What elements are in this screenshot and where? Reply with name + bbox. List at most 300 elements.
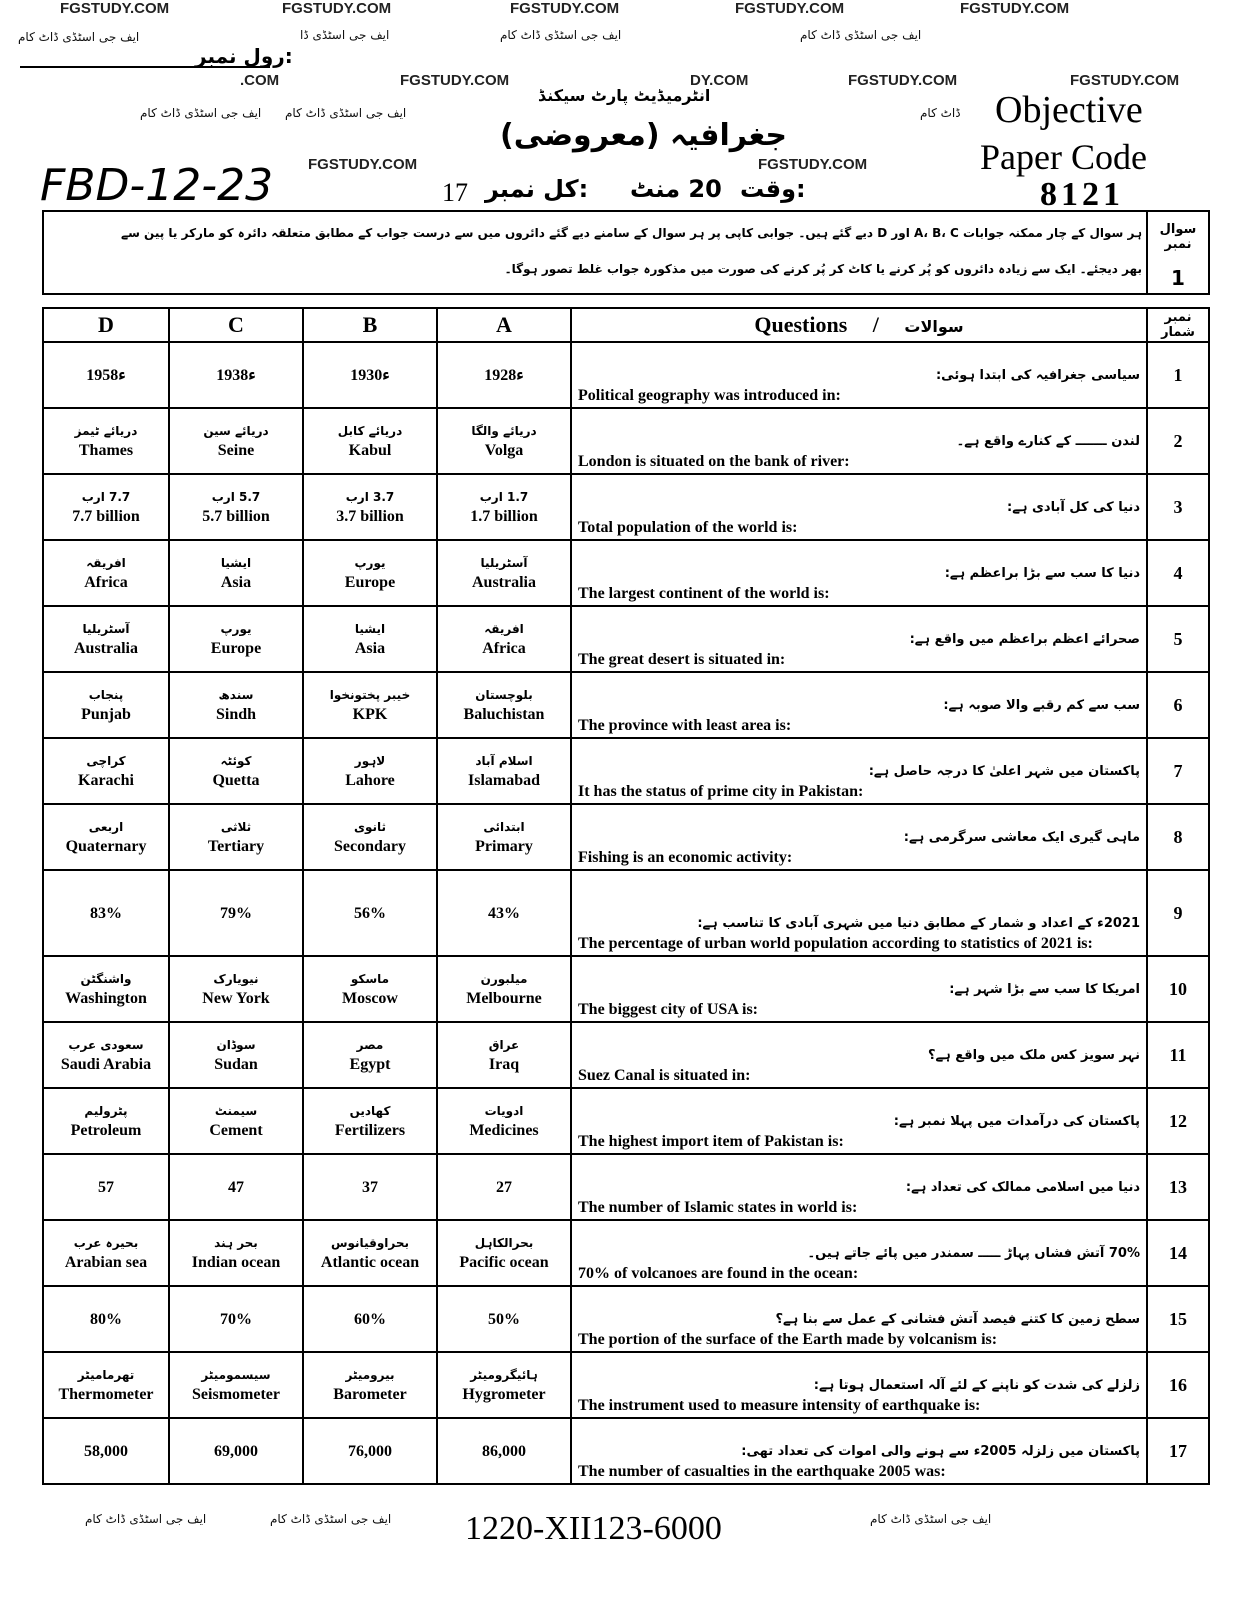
watermark: FGSTUDY.COM bbox=[735, 0, 845, 17]
table-row bbox=[43, 1352, 1209, 1418]
instructions-box bbox=[42, 210, 1210, 295]
option-urdu: 5.7 ارب bbox=[211, 490, 261, 504]
level-title: انٹرمیڈیٹ پارٹ سیکنڈ bbox=[538, 86, 711, 105]
watermark-urdu: ایف جی اسٹڈی ڈا bbox=[300, 28, 390, 42]
option-urdu: یورپ bbox=[220, 622, 252, 636]
option-c bbox=[169, 1088, 303, 1154]
option-english: Petroleum bbox=[70, 1122, 142, 1139]
option-a bbox=[437, 1022, 571, 1088]
question-number: 4 bbox=[1147, 540, 1209, 606]
option-english: KPK bbox=[352, 706, 388, 723]
question-english: Suez Canal is situated in: bbox=[578, 1067, 751, 1084]
question-urdu: پاکستان میں شہر اعلیٰ کا درجہ حاصل ہے: bbox=[868, 764, 1140, 779]
option-urdu: سیسمومیٹر bbox=[201, 1368, 271, 1382]
option-english: Saudi Arabia bbox=[60, 1056, 152, 1073]
question-english: It has the status of prime city in Pakistan: bbox=[578, 783, 864, 800]
question-cell bbox=[571, 1352, 1147, 1418]
roll-no-label: رول نمبر: bbox=[195, 44, 293, 68]
table-header bbox=[43, 308, 1209, 342]
total-marks-label: کل نمبر: bbox=[485, 175, 589, 203]
watermark-urdu: ایف جی اسٹڈی ڈاٹ کام bbox=[870, 1512, 992, 1526]
option-d bbox=[43, 1418, 169, 1484]
option-c bbox=[169, 870, 303, 956]
question-urdu: پاکستان کی درآمدات میں پہلا نمبر ہے: bbox=[893, 1114, 1140, 1129]
col-b: B bbox=[303, 308, 437, 342]
question-urdu: لندن ـــــــ کے کنارے واقع ہے۔ bbox=[956, 434, 1140, 449]
questions-en-label: Questions bbox=[754, 312, 848, 337]
option-english: Melbourne bbox=[466, 990, 542, 1007]
question-number: 11 bbox=[1147, 1022, 1209, 1088]
option-d bbox=[43, 1022, 169, 1088]
watermark: DY.COM bbox=[690, 72, 749, 89]
option-english: New York bbox=[202, 990, 270, 1007]
option-d bbox=[43, 870, 169, 956]
question-number: 14 bbox=[1147, 1220, 1209, 1286]
question-urdu: دنیا کی کل آبادی ہے: bbox=[1007, 500, 1140, 515]
watermark-urdu: ایف جی اسٹڈی ڈاٹ کام bbox=[85, 1512, 207, 1526]
question-number-cell bbox=[1146, 212, 1208, 293]
question-urdu: 70% آتش فشاں پہاڑ ـــــ سمندر میں پائے جاتے ہیں۔ bbox=[807, 1246, 1140, 1261]
table-row bbox=[43, 606, 1209, 672]
question-urdu: صحرائے اعظم براعظم میں واقع ہے: bbox=[909, 632, 1140, 647]
question-urdu: دنیا کا سب سے بڑا براعظم ہے: bbox=[944, 566, 1140, 581]
question-english: The instrument used to measure intensity of earthquake is: bbox=[578, 1397, 981, 1414]
option-urdu: سیمنٹ bbox=[214, 1104, 258, 1118]
question-number: 3 bbox=[1147, 474, 1209, 540]
option-d bbox=[43, 1352, 169, 1418]
option-urdu: خیبر پختونخوا bbox=[329, 688, 411, 702]
option-c bbox=[169, 540, 303, 606]
paper-code: 8121 bbox=[1040, 176, 1124, 213]
question-cell bbox=[571, 1220, 1147, 1286]
option-c bbox=[169, 408, 303, 474]
option-urdu: آسٹریلیا bbox=[82, 622, 130, 636]
option-english: Thames bbox=[78, 442, 134, 459]
watermark: .COM bbox=[240, 72, 280, 89]
table-row bbox=[43, 1418, 1209, 1484]
watermark: FGSTUDY.COM bbox=[308, 156, 418, 173]
question-number: 17 bbox=[1147, 1418, 1209, 1484]
option-english: 1938ء bbox=[216, 366, 256, 384]
table-row bbox=[43, 474, 1209, 540]
option-d bbox=[43, 408, 169, 474]
option-english: Arabian sea bbox=[64, 1254, 148, 1271]
option-d bbox=[43, 1286, 169, 1352]
watermark: FGSTUDY.COM bbox=[848, 72, 958, 89]
option-urdu: ایشیا bbox=[220, 556, 252, 570]
option-urdu: کھادیں bbox=[349, 1104, 391, 1118]
option-d bbox=[43, 342, 169, 408]
option-b bbox=[303, 1220, 437, 1286]
question-number: 8 bbox=[1147, 804, 1209, 870]
questions-ur-label: سوالات bbox=[904, 317, 964, 336]
option-english: 1.7 billion bbox=[470, 508, 538, 525]
option-a bbox=[437, 956, 571, 1022]
question-cell bbox=[571, 956, 1147, 1022]
option-d bbox=[43, 738, 169, 804]
option-urdu: آسٹریلیا bbox=[480, 556, 528, 570]
question-cell bbox=[571, 1022, 1147, 1088]
question-number: 2 bbox=[1147, 408, 1209, 474]
option-english: Punjab bbox=[81, 706, 131, 723]
total-marks: 17 bbox=[442, 178, 468, 207]
option-english: Barometer bbox=[333, 1386, 407, 1403]
option-english: 7.7 billion bbox=[72, 508, 140, 525]
table-row bbox=[43, 408, 1209, 474]
option-urdu: لاہور bbox=[354, 754, 386, 768]
option-urdu: کوئٹہ bbox=[220, 754, 252, 768]
col-serial: نمبر شمار bbox=[1147, 308, 1209, 342]
option-d bbox=[43, 1088, 169, 1154]
table-row bbox=[43, 672, 1209, 738]
option-english: 70% bbox=[220, 1310, 252, 1328]
option-english: Sudan bbox=[214, 1056, 258, 1073]
question-english: London is situated on the bank of river: bbox=[578, 453, 850, 470]
question-english: Total population of the world is: bbox=[578, 519, 798, 536]
paper-code-label: Paper Code bbox=[980, 137, 1147, 177]
watermark-urdu: ایف جی اسٹڈی ڈاٹ کام bbox=[140, 106, 262, 120]
time-label: وقت: bbox=[740, 175, 806, 203]
question-number: 9 bbox=[1147, 870, 1209, 956]
col-d: D bbox=[43, 308, 169, 342]
table-row bbox=[43, 738, 1209, 804]
table-row bbox=[43, 1022, 1209, 1088]
option-urdu: بلوچستان bbox=[475, 688, 533, 702]
option-c bbox=[169, 1286, 303, 1352]
question-english: Political geography was introduced in: bbox=[578, 387, 841, 404]
option-english: 1930ء bbox=[350, 366, 390, 384]
option-english: 47 bbox=[228, 1178, 244, 1196]
option-english: Tertiary bbox=[207, 838, 265, 855]
option-english: Sindh bbox=[215, 706, 257, 723]
option-b bbox=[303, 606, 437, 672]
option-b bbox=[303, 342, 437, 408]
question-english: 70% of volcanoes are found in the ocean: bbox=[578, 1265, 859, 1282]
option-english: 58,000 bbox=[84, 1442, 128, 1460]
question-number: 7 bbox=[1147, 738, 1209, 804]
option-a bbox=[437, 1418, 571, 1484]
option-urdu: مصر bbox=[356, 1038, 384, 1052]
option-english: Seine bbox=[217, 442, 255, 459]
option-english: 76,000 bbox=[348, 1442, 392, 1460]
option-c bbox=[169, 1154, 303, 1220]
option-c bbox=[169, 474, 303, 540]
question-english: The number of casualties in the earthquake 2005 was: bbox=[578, 1463, 946, 1480]
option-urdu: دریائے سین bbox=[203, 424, 269, 438]
option-english: Egypt bbox=[349, 1056, 391, 1073]
option-urdu: یورپ bbox=[354, 556, 386, 570]
option-english: Thermometer bbox=[58, 1386, 154, 1403]
table-row bbox=[43, 804, 1209, 870]
question-number: 1 bbox=[1171, 266, 1185, 290]
option-b bbox=[303, 408, 437, 474]
option-c bbox=[169, 342, 303, 408]
question-urdu: سطح زمین کا کتنے فیصد آتش فشانی کے عمل سے بنا ہے؟ bbox=[775, 1312, 1140, 1327]
option-urdu: 3.7 ارب bbox=[345, 490, 395, 504]
option-b bbox=[303, 1286, 437, 1352]
question-cell bbox=[571, 1088, 1147, 1154]
question-cell bbox=[571, 870, 1147, 956]
footer-code: 1220-XII123-6000 bbox=[465, 1510, 722, 1547]
option-urdu: ابتدائی bbox=[483, 820, 525, 834]
option-english: Indian ocean bbox=[191, 1254, 281, 1271]
table-row bbox=[43, 1154, 1209, 1220]
option-english: Fertilizers bbox=[334, 1122, 406, 1139]
question-urdu: سیاسی جغرافیہ کی ابتدا ہوئی: bbox=[935, 368, 1140, 383]
question-number: 1 bbox=[1147, 342, 1209, 408]
watermark: FGSTUDY.COM bbox=[60, 0, 170, 17]
question-number: 13 bbox=[1147, 1154, 1209, 1220]
option-english: Cement bbox=[209, 1122, 263, 1139]
option-c bbox=[169, 1352, 303, 1418]
question-number: 10 bbox=[1147, 956, 1209, 1022]
option-english: Secondary bbox=[334, 838, 406, 855]
board-code: FBD-12-23 bbox=[40, 160, 274, 211]
option-english: 5.7 billion bbox=[202, 508, 270, 525]
watermark-urdu: ایف جی اسٹڈی ڈاٹ کام bbox=[500, 28, 622, 42]
option-english: 37 bbox=[362, 1178, 378, 1196]
watermark-urdu: ایف جی اسٹڈی ڈاٹ کام bbox=[285, 106, 407, 120]
option-a bbox=[437, 342, 571, 408]
question-cell bbox=[571, 804, 1147, 870]
watermark: FGSTUDY.COM bbox=[960, 0, 1070, 17]
question-urdu: نہر سویز کس ملک میں واقع ہے؟ bbox=[927, 1048, 1140, 1063]
option-english: Europe bbox=[344, 574, 396, 591]
question-english: Fishing is an economic activity: bbox=[578, 849, 793, 866]
option-english: 86,000 bbox=[482, 1442, 526, 1460]
option-english: Atlantic ocean bbox=[320, 1254, 420, 1271]
option-english: 3.7 billion bbox=[336, 508, 404, 525]
option-a bbox=[437, 1220, 571, 1286]
option-english: 27 bbox=[496, 1178, 512, 1196]
option-urdu: نیویارک bbox=[213, 972, 259, 986]
option-a bbox=[437, 540, 571, 606]
option-urdu: بیرومیٹر bbox=[345, 1368, 395, 1382]
option-urdu: پٹرولیم bbox=[84, 1104, 128, 1118]
watermark-urdu: ایف جی اسٹڈی ڈاٹ کام bbox=[270, 1512, 392, 1526]
option-english: Kabul bbox=[348, 442, 392, 459]
question-urdu: زلزلے کی شدت کو ناپنے کے لئے آلہ استعمال ہوتا ہے: bbox=[813, 1378, 1140, 1393]
option-b bbox=[303, 474, 437, 540]
table-row bbox=[43, 956, 1209, 1022]
option-b bbox=[303, 1418, 437, 1484]
question-english: The biggest city of USA is: bbox=[578, 1001, 758, 1018]
question-cell bbox=[571, 738, 1147, 804]
option-english: Volga bbox=[484, 442, 524, 459]
watermark-urdu: ایف جی اسٹڈی ڈاٹ کام bbox=[800, 28, 922, 42]
option-english: 79% bbox=[220, 904, 252, 922]
option-english: Lahore bbox=[345, 772, 395, 789]
option-english: 50% bbox=[488, 1310, 520, 1328]
question-cell bbox=[571, 672, 1147, 738]
question-urdu: 2021ء کے اعداد و شمار کے مطابق دنیا میں شہری آبادی کا تناسب ہے: bbox=[697, 916, 1140, 931]
watermark-urdu: ایف جی اسٹڈی ڈاٹ کام bbox=[18, 30, 140, 44]
option-urdu: سعودی عرب bbox=[68, 1038, 144, 1052]
table-row bbox=[43, 1286, 1209, 1352]
option-d bbox=[43, 1220, 169, 1286]
option-d bbox=[43, 540, 169, 606]
table-row bbox=[43, 342, 1209, 408]
option-c bbox=[169, 1022, 303, 1088]
option-a bbox=[437, 1352, 571, 1418]
option-english: Hygrometer bbox=[462, 1386, 546, 1403]
option-b bbox=[303, 738, 437, 804]
option-c bbox=[169, 1418, 303, 1484]
option-urdu: سندھ bbox=[218, 688, 254, 702]
option-english: Quaternary bbox=[65, 838, 147, 855]
option-urdu: ہائیگرومیٹر bbox=[470, 1368, 538, 1382]
option-english: Moscow bbox=[342, 990, 398, 1007]
option-c bbox=[169, 956, 303, 1022]
option-english: 56% bbox=[354, 904, 386, 922]
option-english: Africa bbox=[482, 640, 526, 657]
watermark-urdu: ڈاٹ کام bbox=[920, 106, 961, 120]
objective-label: Objective bbox=[995, 89, 1143, 131]
question-english: The number of Islamic states in world is: bbox=[578, 1199, 858, 1216]
option-urdu: اربعی bbox=[88, 820, 124, 834]
question-cell bbox=[571, 474, 1147, 540]
option-d bbox=[43, 804, 169, 870]
option-b bbox=[303, 672, 437, 738]
time-value: 20 منٹ bbox=[630, 175, 722, 203]
subject-title: جغرافیہ (معروضی) bbox=[500, 118, 787, 153]
question-english: The largest continent of the world is: bbox=[578, 585, 830, 602]
option-english: Washington bbox=[65, 990, 147, 1007]
option-english: Australia bbox=[472, 574, 536, 591]
question-english: The portion of the surface of the Earth made by volcanism is: bbox=[578, 1331, 998, 1348]
option-urdu: بحیرہ عرب bbox=[73, 1236, 139, 1250]
instruction-line: بھر دیجئے۔ ایک سے زیادہ دائروں کو پُر کرنے یا کاٹ کر پُر کرنے کی صورت میں مذکورہ جواب غلط تصور ہوگا۔ bbox=[504, 262, 1142, 276]
table-row bbox=[43, 1220, 1209, 1286]
option-urdu: بحرالکاہل bbox=[474, 1236, 534, 1250]
table-row bbox=[43, 540, 1209, 606]
option-urdu: دریائے کابل bbox=[337, 424, 403, 438]
watermark: FGSTUDY.COM bbox=[758, 156, 868, 173]
option-english: Australia bbox=[74, 640, 138, 657]
option-urdu: افریقہ bbox=[86, 556, 126, 570]
option-english: Islamabad bbox=[467, 772, 541, 789]
option-a bbox=[437, 870, 571, 956]
question-urdu: دنیا میں اسلامی ممالک کی تعداد ہے: bbox=[905, 1180, 1140, 1195]
option-english: Iraq bbox=[488, 1056, 520, 1073]
question-urdu: سب سے کم رقبے والا صوبہ ہے: bbox=[943, 698, 1140, 713]
option-d bbox=[43, 1154, 169, 1220]
table-row bbox=[43, 870, 1209, 956]
option-urdu: پنجاب bbox=[88, 688, 124, 702]
option-a bbox=[437, 408, 571, 474]
option-urdu: واشنگٹن bbox=[80, 972, 132, 986]
option-english: 80% bbox=[90, 1310, 122, 1328]
question-number-label: سوال نمبر bbox=[1159, 222, 1197, 252]
option-english: Baluchistan bbox=[463, 706, 545, 723]
option-urdu: 7.7 ارب bbox=[81, 490, 131, 504]
option-c bbox=[169, 606, 303, 672]
option-b bbox=[303, 1088, 437, 1154]
watermark: FGSTUDY.COM bbox=[510, 0, 620, 17]
roll-no-line bbox=[20, 66, 270, 68]
option-urdu: ماسکو bbox=[350, 972, 390, 986]
question-english: The great desert is situated in: bbox=[578, 651, 786, 668]
option-b bbox=[303, 1154, 437, 1220]
option-b bbox=[303, 804, 437, 870]
option-urdu: ایشیا bbox=[354, 622, 386, 636]
option-d bbox=[43, 474, 169, 540]
option-urdu: تھرمامیٹر bbox=[77, 1368, 135, 1382]
option-urdu: ادویات bbox=[484, 1104, 524, 1118]
question-english: The province with least area is: bbox=[578, 717, 792, 734]
question-english: The highest import item of Pakistan is: bbox=[578, 1133, 844, 1150]
option-urdu: افریقہ bbox=[484, 622, 524, 636]
question-number: 12 bbox=[1147, 1088, 1209, 1154]
option-urdu: عراق bbox=[488, 1038, 520, 1052]
option-urdu: ثانوی bbox=[353, 820, 387, 834]
option-english: Asia bbox=[354, 640, 386, 657]
option-d bbox=[43, 606, 169, 672]
question-cell bbox=[571, 408, 1147, 474]
option-a bbox=[437, 1286, 571, 1352]
option-english: 60% bbox=[354, 1310, 386, 1328]
question-cell bbox=[571, 540, 1147, 606]
option-english: Quetta bbox=[212, 772, 260, 789]
option-c bbox=[169, 804, 303, 870]
option-english: 43% bbox=[488, 904, 520, 922]
option-urdu: بحراوقیانوس bbox=[330, 1236, 410, 1250]
question-urdu: ماہی گیری ایک معاشی سرگرمی ہے: bbox=[903, 830, 1140, 845]
question-number: 6 bbox=[1147, 672, 1209, 738]
question-urdu: پاکستان میں زلزلہ 2005ء سے ہونے والی اموات کی تعداد تھی: bbox=[741, 1444, 1140, 1459]
question-english: The percentage of urban world population according to statistics of 2021 is: bbox=[578, 935, 1093, 952]
option-a bbox=[437, 1088, 571, 1154]
option-english: Seismometer bbox=[192, 1386, 280, 1403]
option-english: 83% bbox=[90, 904, 122, 922]
option-urdu: اسلام آباد bbox=[475, 754, 533, 768]
option-english: 69,000 bbox=[214, 1442, 258, 1460]
option-b bbox=[303, 540, 437, 606]
option-english: Karachi bbox=[78, 772, 134, 789]
option-c bbox=[169, 738, 303, 804]
questions-table bbox=[42, 307, 1210, 1485]
watermark: FGSTUDY.COM bbox=[400, 72, 510, 89]
table-row bbox=[43, 1088, 1209, 1154]
col-c: C bbox=[169, 308, 303, 342]
option-a bbox=[437, 672, 571, 738]
question-urdu: امریکا کا سب سے بڑا شہر ہے: bbox=[949, 982, 1140, 997]
question-cell bbox=[571, 1154, 1147, 1220]
option-d bbox=[43, 956, 169, 1022]
option-english: Asia bbox=[220, 574, 252, 591]
option-english: Africa bbox=[84, 574, 128, 591]
option-b bbox=[303, 956, 437, 1022]
option-urdu: دریائے والگا bbox=[471, 424, 537, 438]
option-c bbox=[169, 672, 303, 738]
option-d bbox=[43, 672, 169, 738]
option-b bbox=[303, 1352, 437, 1418]
instruction-line: ہر سوال کے چار ممکنہ جوابات A، B، C اور D دیے گئے ہیں۔ جوابی کاپی پر ہر سوال کے سامنے دیے گئے دائروں میں سے درست جواب کے مطابق متعلقہ دائرہ کو مارکر یا پین سے bbox=[121, 226, 1142, 240]
question-number: 5 bbox=[1147, 606, 1209, 672]
watermark: FGSTUDY.COM bbox=[1070, 72, 1180, 89]
option-english: Medicines bbox=[469, 1122, 539, 1139]
question-cell bbox=[571, 1418, 1147, 1484]
question-cell bbox=[571, 342, 1147, 408]
option-english: Pacific ocean bbox=[459, 1254, 549, 1271]
option-english: 57 bbox=[98, 1178, 114, 1196]
option-a bbox=[437, 738, 571, 804]
option-urdu: سوڈان bbox=[216, 1038, 256, 1052]
option-english: 1928ء bbox=[484, 366, 524, 384]
option-urdu: 1.7 ارب bbox=[479, 490, 529, 504]
option-a bbox=[437, 474, 571, 540]
option-english: 1958ء bbox=[86, 366, 126, 384]
